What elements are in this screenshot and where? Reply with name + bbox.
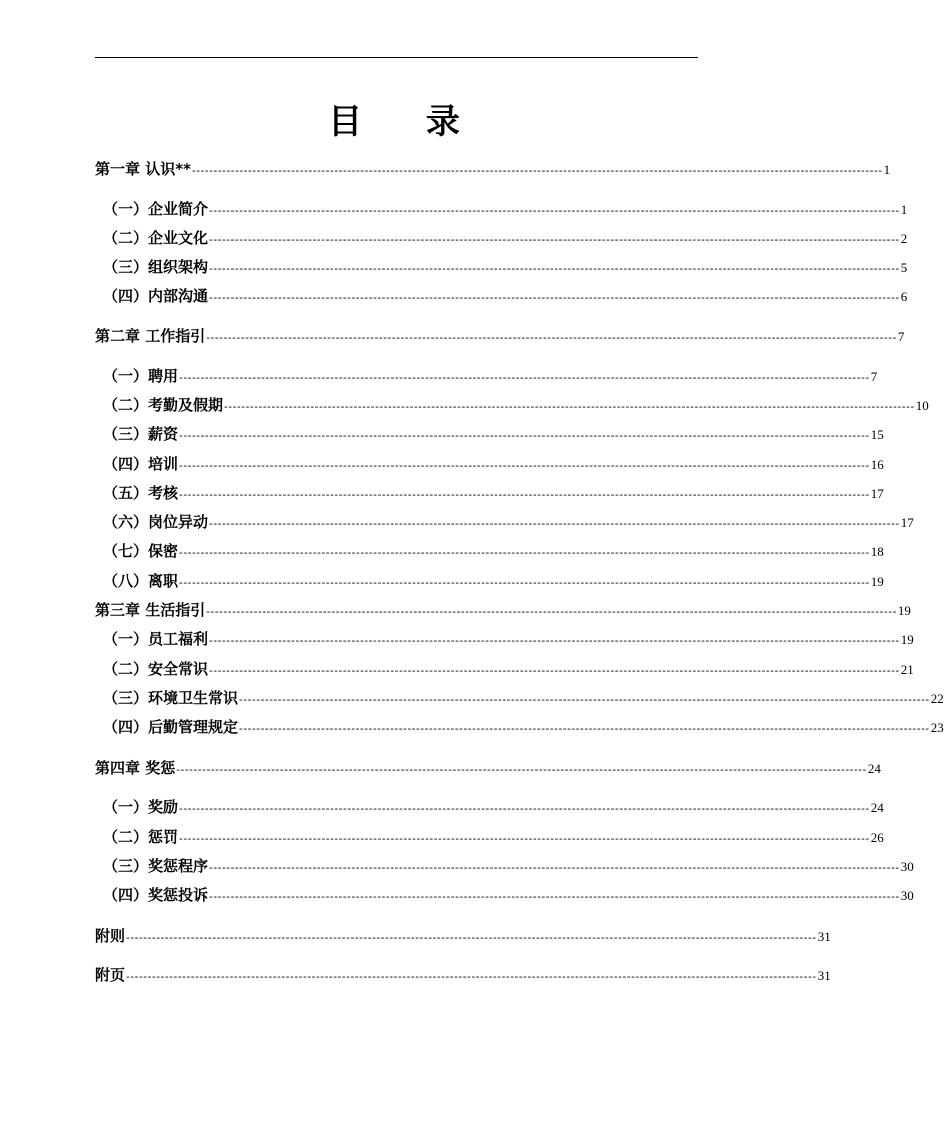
toc-entry-label: （一）企业简介 bbox=[103, 200, 209, 218]
toc-entry-label: （二）惩罚 bbox=[103, 828, 179, 846]
toc-entry[interactable] bbox=[103, 199, 908, 219]
toc-entry-label: （三）薪资 bbox=[103, 425, 179, 443]
toc-entry-label: （四）奖惩投诉 bbox=[103, 886, 209, 904]
toc-entry-page: 17 bbox=[870, 486, 884, 501]
toc-leader: ---------------------------------------------------------------------------------------------------------------------------------------------------------------- bbox=[239, 693, 930, 706]
toc-entry[interactable] bbox=[103, 629, 914, 649]
toc-entry-label: （二）企业文化 bbox=[103, 229, 209, 247]
toc-leader: ---------------------------------------------------------------------------------------------------------------------------------------------------------------- bbox=[179, 429, 870, 442]
toc-entry-label: （三）奖惩程序 bbox=[103, 857, 209, 875]
toc-entry-page: 1 bbox=[883, 162, 891, 177]
toc-leader: ---------------------------------------------------------------------------------------------------------------------------------------------------------------- bbox=[206, 331, 897, 344]
toc-leader: ---------------------------------------------------------------------------------------------------------------------------------------------------------------- bbox=[209, 233, 900, 246]
toc-entry-page: 26 bbox=[870, 830, 884, 845]
toc-entry-page: 10 bbox=[915, 398, 929, 413]
toc-entry-label: （一）聘用 bbox=[103, 367, 179, 385]
toc-entry-page: 16 bbox=[870, 457, 884, 472]
toc-leader: ---------------------------------------------------------------------------------------------------------------------------------------------------------------- bbox=[179, 802, 870, 815]
toc-entry[interactable] bbox=[103, 483, 884, 503]
toc-leader: ---------------------------------------------------------------------------------------------------------------------------------------------------------------- bbox=[176, 763, 867, 776]
toc-leader: ---------------------------------------------------------------------------------------------------------------------------------------------------------------- bbox=[209, 861, 900, 874]
toc-leader: ---------------------------------------------------------------------------------------------------------------------------------------------------------------- bbox=[209, 517, 900, 530]
toc-entry[interactable] bbox=[95, 926, 831, 946]
toc-entry[interactable] bbox=[103, 659, 914, 679]
toc-entry-page: 24 bbox=[867, 761, 881, 776]
toc-leader: ---------------------------------------------------------------------------------------------------------------------------------------------------------------- bbox=[206, 605, 897, 618]
toc-entry[interactable] bbox=[103, 571, 884, 591]
toc-entry[interactable] bbox=[103, 286, 908, 306]
toc-entry-page: 1 bbox=[900, 202, 908, 217]
toc-entry[interactable] bbox=[103, 856, 914, 876]
toc-leader: ---------------------------------------------------------------------------------------------------------------------------------------------------------------- bbox=[179, 459, 870, 472]
toc-leader: ---------------------------------------------------------------------------------------------------------------------------------------------------------------- bbox=[209, 890, 900, 903]
toc-entry[interactable] bbox=[103, 257, 908, 277]
toc-leader: ---------------------------------------------------------------------------------------------------------------------------------------------------------------- bbox=[179, 371, 870, 384]
toc-entry-label: 第二章 工作指引 bbox=[95, 327, 206, 345]
toc-leader: ---------------------------------------------------------------------------------------------------------------------------------------------------------------- bbox=[191, 164, 883, 177]
toc-entry[interactable] bbox=[103, 395, 929, 415]
toc-entry-label: （一）员工福利 bbox=[103, 630, 209, 648]
toc-entry-page: 7 bbox=[870, 369, 878, 384]
toc-leader: ---------------------------------------------------------------------------------------------------------------------------------------------------------------- bbox=[209, 634, 900, 647]
toc-entry-page: 30 bbox=[900, 888, 914, 903]
toc-entry-page: 18 bbox=[870, 544, 884, 559]
toc-leader: ---------------------------------------------------------------------------------------------------------------------------------------------------------------- bbox=[126, 970, 817, 983]
toc-entry[interactable] bbox=[103, 228, 908, 248]
toc-entry[interactable] bbox=[103, 797, 884, 817]
toc-entry-label: 附则 bbox=[95, 927, 126, 945]
toc-entry-page: 17 bbox=[900, 515, 914, 530]
toc-leader: ---------------------------------------------------------------------------------------------------------------------------------------------------------------- bbox=[209, 664, 900, 677]
toc-entry-label: （四）培训 bbox=[103, 455, 179, 473]
toc-entry-label: 第三章 生活指引 bbox=[95, 601, 206, 619]
toc-entry[interactable] bbox=[95, 758, 881, 778]
toc-entry[interactable] bbox=[95, 600, 911, 620]
toc-entry-page: 5 bbox=[900, 260, 908, 275]
toc-entry-label: （二）安全常识 bbox=[103, 660, 209, 678]
toc-entry-label: （八）离职 bbox=[103, 572, 179, 590]
toc-entry-page: 22 bbox=[930, 691, 944, 706]
toc-leader: ---------------------------------------------------------------------------------------------------------------------------------------------------------------- bbox=[179, 546, 870, 559]
toc-entry[interactable] bbox=[103, 827, 884, 847]
toc-leader: ---------------------------------------------------------------------------------------------------------------------------------------------------------------- bbox=[209, 291, 900, 304]
toc-entry-page: 19 bbox=[897, 603, 911, 618]
toc-leader: ---------------------------------------------------------------------------------------------------------------------------------------------------------------- bbox=[179, 488, 870, 501]
toc-entry-page: 2 bbox=[900, 231, 908, 246]
toc-leader: ---------------------------------------------------------------------------------------------------------------------------------------------------------------- bbox=[179, 576, 870, 589]
toc-entry-label: （七）保密 bbox=[103, 542, 179, 560]
toc-entry[interactable] bbox=[95, 965, 831, 985]
toc-entry-page: 24 bbox=[870, 800, 884, 815]
toc-entry-label: 附页 bbox=[95, 966, 126, 984]
toc-entry-page: 23 bbox=[930, 720, 944, 735]
toc-entry[interactable] bbox=[103, 454, 884, 474]
toc-entry-label: （四）内部沟通 bbox=[103, 287, 209, 305]
toc-entry-page: 7 bbox=[897, 329, 905, 344]
toc-leader: ---------------------------------------------------------------------------------------------------------------------------------------------------------------- bbox=[209, 262, 900, 275]
toc-entry-label: 第一章 认识** bbox=[95, 160, 191, 178]
toc-entry-page: 31 bbox=[817, 929, 831, 944]
toc-leader: ---------------------------------------------------------------------------------------------------------------------------------------------------------------- bbox=[209, 204, 900, 217]
toc-entry-label: （五）考核 bbox=[103, 484, 179, 502]
toc-entry-page: 31 bbox=[817, 968, 831, 983]
toc-entry-page: 19 bbox=[870, 574, 884, 589]
header-rule bbox=[95, 57, 698, 58]
toc-entry-page: 30 bbox=[900, 859, 914, 874]
toc-entry-page: 6 bbox=[900, 289, 908, 304]
toc-leader: ---------------------------------------------------------------------------------------------------------------------------------------------------------------- bbox=[126, 931, 817, 944]
toc-entry-label: （六）岗位异动 bbox=[103, 513, 209, 531]
toc-entry[interactable] bbox=[103, 512, 914, 532]
toc-leader: ---------------------------------------------------------------------------------------------------------------------------------------------------------------- bbox=[224, 400, 915, 413]
toc-entry[interactable] bbox=[103, 366, 878, 386]
toc-entry[interactable] bbox=[103, 717, 944, 737]
toc-entry[interactable] bbox=[103, 885, 914, 905]
toc-entry-label: （三）环境卫生常识 bbox=[103, 689, 239, 707]
toc-entry[interactable] bbox=[95, 159, 891, 179]
toc-entry-label: （四）后勤管理规定 bbox=[103, 718, 239, 736]
toc-entry[interactable] bbox=[103, 541, 884, 561]
toc-entry-label: （二）考勤及假期 bbox=[103, 396, 224, 414]
toc-leader: ---------------------------------------------------------------------------------------------------------------------------------------------------------------- bbox=[179, 832, 870, 845]
page-title: 目 录 bbox=[328, 102, 486, 142]
toc-entry-page: 21 bbox=[900, 662, 914, 677]
toc-entry-page: 19 bbox=[900, 632, 914, 647]
toc-entry-page: 15 bbox=[870, 427, 884, 442]
toc-entry[interactable] bbox=[103, 688, 944, 708]
toc-entry-label: （三）组织架构 bbox=[103, 258, 209, 276]
toc-entry-label: 第四章 奖惩 bbox=[95, 759, 176, 777]
toc-entry-label: （一）奖励 bbox=[103, 798, 179, 816]
toc-entry[interactable] bbox=[95, 326, 905, 346]
toc-entry[interactable] bbox=[103, 424, 884, 444]
toc-leader: ---------------------------------------------------------------------------------------------------------------------------------------------------------------- bbox=[239, 722, 930, 735]
